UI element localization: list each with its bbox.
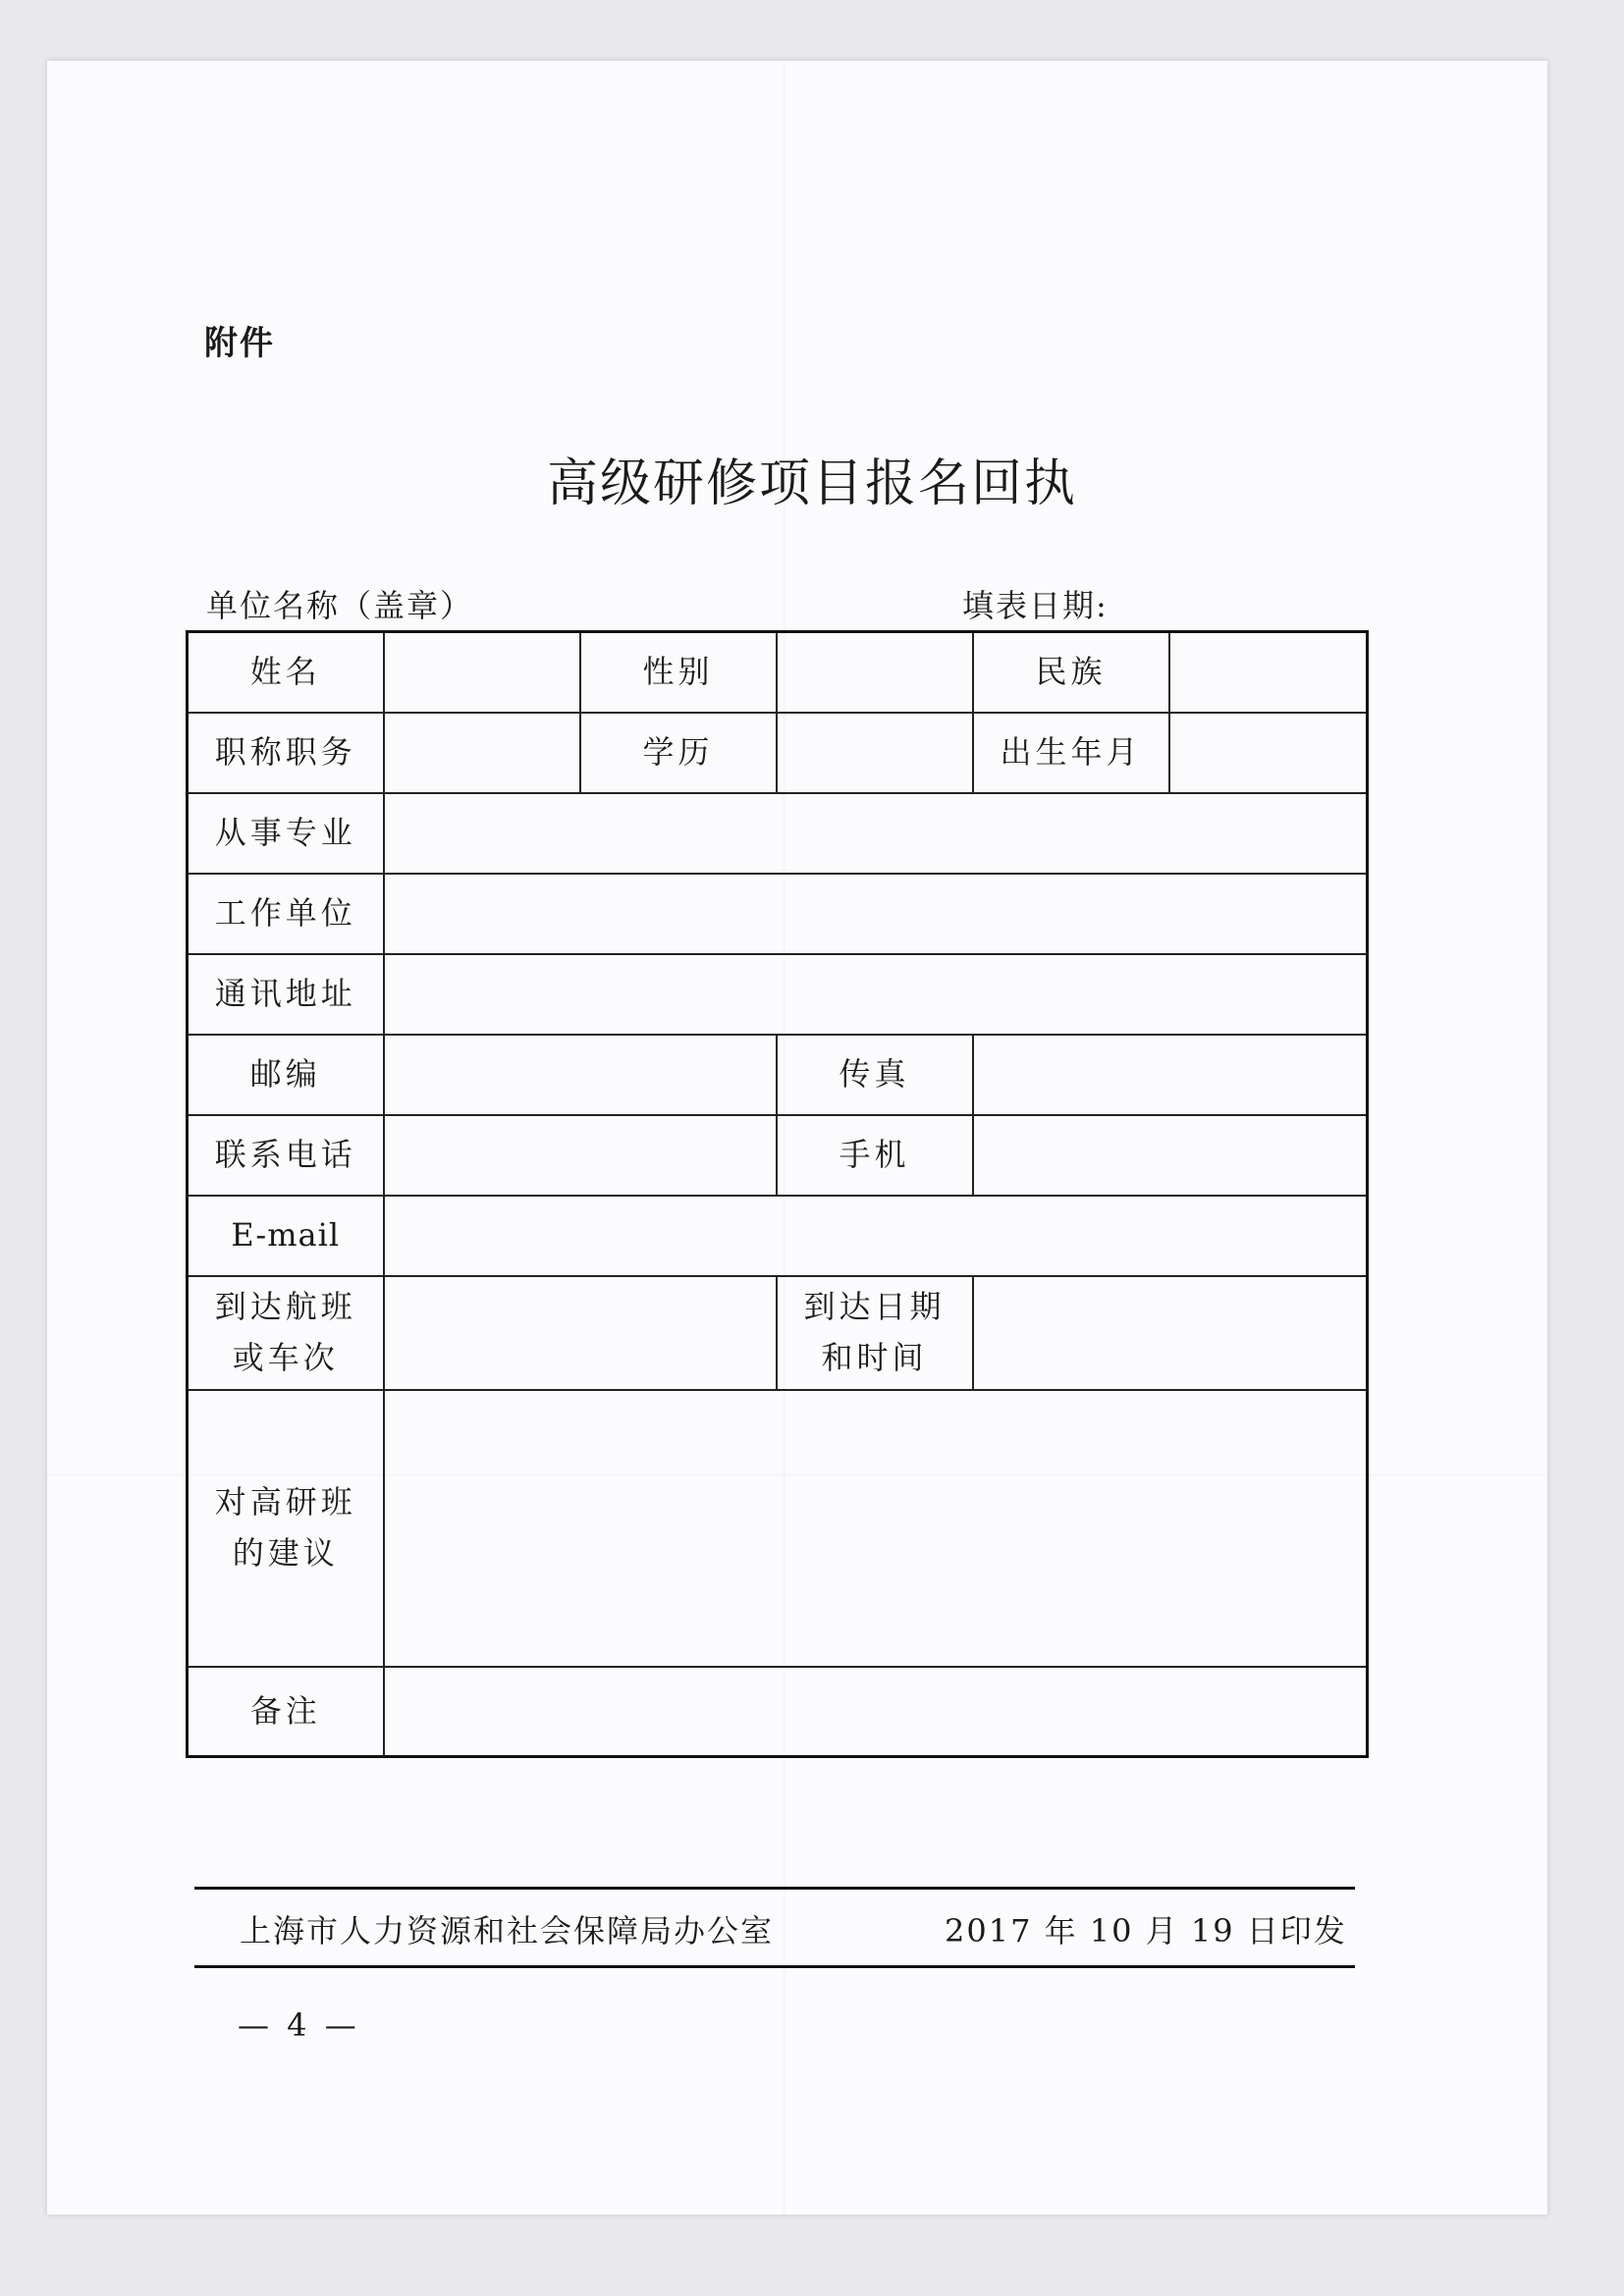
ethnicity-field[interactable] xyxy=(1169,632,1368,713)
remarks-field[interactable] xyxy=(384,1667,1368,1757)
attachment-label: 附件 xyxy=(204,324,275,363)
form-row-work-unit xyxy=(188,874,1368,954)
form-row-postcode xyxy=(188,1035,1368,1115)
fill-date-label: 填表日期: xyxy=(962,587,1109,624)
form-row-name xyxy=(188,632,1368,713)
form-row-phone xyxy=(188,1115,1368,1196)
fax-field[interactable] xyxy=(973,1035,1368,1115)
form-row-title xyxy=(188,713,1368,793)
major-label: 从事专业 xyxy=(188,793,384,874)
education-label: 学历 xyxy=(580,713,777,793)
title-position-label: 职称职务 xyxy=(188,713,384,793)
gender-field[interactable] xyxy=(777,632,973,713)
arrival-flight-label xyxy=(188,1276,384,1390)
suggestion-label-line1: 对高研班 xyxy=(214,1483,356,1522)
birth-field[interactable] xyxy=(1169,713,1368,793)
postcode-label: 邮编 xyxy=(188,1035,384,1115)
form-row-major xyxy=(188,793,1368,874)
form-row-email xyxy=(188,1196,1368,1276)
arrival-date-label-line1: 到达日期 xyxy=(803,1288,946,1326)
footer-rule-top xyxy=(194,1887,1355,1890)
remarks-label: 备注 xyxy=(188,1667,384,1757)
form-row-remarks xyxy=(188,1667,1368,1757)
arrival-flight-field[interactable] xyxy=(384,1276,777,1390)
work-unit-field[interactable] xyxy=(384,874,1368,954)
registration-form-table xyxy=(186,630,1369,1758)
gender-label: 性别 xyxy=(580,632,777,713)
postcode-field[interactable] xyxy=(384,1035,777,1115)
suggestion-label xyxy=(188,1390,384,1667)
suggestion-field[interactable] xyxy=(384,1390,1368,1667)
arrival-date-label xyxy=(777,1276,973,1390)
unit-name-label: 单位名称（盖章） xyxy=(206,587,474,624)
mobile-label: 手机 xyxy=(777,1115,973,1196)
work-unit-label: 工作单位 xyxy=(188,874,384,954)
form-row-suggestion xyxy=(188,1390,1368,1667)
arrival-flight-label-line1: 到达航班 xyxy=(214,1288,356,1326)
address-field[interactable] xyxy=(384,954,1368,1035)
address-label: 通讯地址 xyxy=(188,954,384,1035)
phone-field[interactable] xyxy=(384,1115,777,1196)
phone-label: 联系电话 xyxy=(188,1115,384,1196)
email-field[interactable] xyxy=(384,1196,1368,1276)
page-title: 高级研修项目报名回执 xyxy=(546,454,1077,513)
major-field[interactable] xyxy=(384,793,1368,874)
form-row-address xyxy=(188,954,1368,1035)
title-position-field[interactable] xyxy=(384,713,580,793)
name-label: 姓名 xyxy=(188,632,384,713)
name-field[interactable] xyxy=(384,632,580,713)
form-row-arrival xyxy=(188,1276,1368,1390)
birth-label: 出生年月 xyxy=(973,713,1169,793)
mobile-field[interactable] xyxy=(973,1115,1368,1196)
footer-rule-bottom xyxy=(194,1965,1355,1968)
suggestion-label-line2: 的建议 xyxy=(232,1533,339,1572)
ethnicity-label: 民族 xyxy=(973,632,1169,713)
email-label: E-mail xyxy=(188,1196,384,1276)
issuer-name: 上海市人力资源和社会保障局办公室 xyxy=(240,1912,775,1949)
fax-label: 传真 xyxy=(777,1035,973,1115)
education-field[interactable] xyxy=(777,713,973,793)
issue-date: 2017 年 10 月 19 日印发 xyxy=(945,1912,1347,1949)
page-number: — 4 — xyxy=(238,2006,360,2044)
arrival-flight-label-line2: 或车次 xyxy=(232,1338,339,1376)
arrival-date-label-line2: 和时间 xyxy=(821,1338,928,1376)
arrival-date-field[interactable] xyxy=(973,1276,1368,1390)
